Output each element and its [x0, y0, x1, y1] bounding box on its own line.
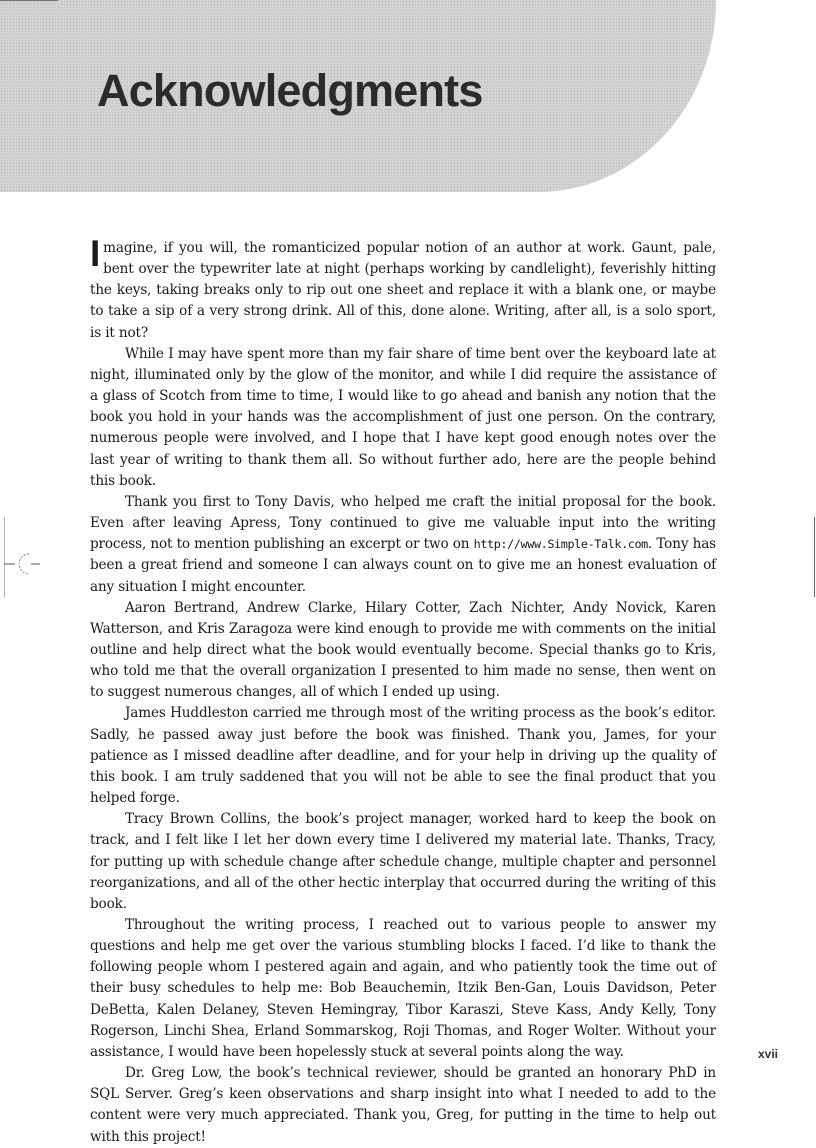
paragraph-3-text-before-url: Thank you first to Tony Davis, who helped me craft the initial proposal for the book. Even after leaving Apress, Tony continued to give me valuable input into the writing process, not to mention publishing an excerpt or two on: [90, 493, 716, 553]
page-number: xvii: [757, 1047, 778, 1061]
paragraph-6: Tracy Brown Collins, the book’s project manager, worked hard to keep the book on track, and I felt like I let her down every time I delivered my material late. Thanks, Tracy, for putting up with schedule change after schedule change, multiple chapter and personnel reorganizations, and all of the other hectic interplay that occurred during the writing of this book.: [90, 811, 716, 912]
crop-mark-left-icon: [4, 517, 40, 597]
paragraph-1: [90, 233, 716, 344]
chapter-title: Acknowledgments: [97, 65, 483, 116]
paragraph-4: Aaron Bertrand, Andrew Clarke, Hilary Cotter, Zach Nichter, Andy Novick, Karen Watterson, and Kris Zaragoza were kind enough to provide me with comments on the initial outline and help direct what the book would eventually become. Special thanks go to Kris, who told me that the overall organization I presented to him made no sense, then went on to suggest numerous changes, all of which I ended up using.: [90, 599, 716, 701]
paragraph-3: [90, 492, 716, 598]
drop-cap: I: [90, 233, 101, 274]
paragraph-8: Dr. Greg Low, the book’s technical reviewer, should be granted an honorary PhD in SQL Server. Greg’s keen observations and sharp insight into what I needed to add to the content were very much appreciated. Thank you, Greg, for putting in the time to help out with this project!: [90, 1065, 716, 1145]
simple-talk-link: http://www.Simple-Talk.com: [473, 537, 648, 552]
paragraph-1-text: magine, if you will, the romanticized popular notion of an author at work. Gaunt, pale, bent over the typewriter late at night (perhaps working by candlelight), feverishly hitting the keys, taking breaks only to rip out one sheet and replace it with a blank one, or maybe to take a sip of a very strong drink. All of this, done alone. Writing, after all, is a solo sport, is it not?: [90, 240, 716, 341]
paragraph-3-text-after-url: . Tony has been a great friend and someone I can always count on to give me an honest evaluation of any situation I might encounter.: [90, 536, 716, 595]
body-text: [90, 233, 716, 1148]
paragraph-5: James Huddleston carried me through most of the writing process as the book’s editor. Sadly, he passed away just before the book was finished. Thank you, James, for your patience as I missed deadline after deadline, and for your help in driving up the quality of this book. I am truly saddened that you will not be able to see the final product that you helped forge.: [90, 705, 716, 807]
paragraph-2: While I may have spent more than my fair share of time bent over the keyboard late at night, illuminated only by the glow of the monitor, and while I did require the assistance of a glass of Scotch from time to time, I would like to go ahead and banish any notion that the book you hold in your hands was the accomplishment of just one person. On the contrary, numerous people were involved, and I hope that I have kept good enough notes over the last year of writing to thank them all. So without further ado, here are the people behind this book.: [90, 345, 716, 489]
top-rule: [0, 0, 58, 1]
paragraph-7: Throughout the writing process, I reached out to various people to answer my questions and help me get over the various stumbling blocks I faced. I’d like to thank the following people whom I pestered again and again, and who patiently took the time out of their busy schedules to help me: Bob Beauchemin, Itzik Ben-Gan, Louis Davidson, Peter DeBetta, Kalen Delaney, Steven Hemingray, Tibor Karaszi, Steve Kass, Andy Kelly, Tony Rogerson, Linchi Shea, Erland Sommarskog, Roji Thomas, and Roger Wolter. Without your assistance, I would have been hopelessly stuck at several points along the way.: [90, 917, 716, 1060]
